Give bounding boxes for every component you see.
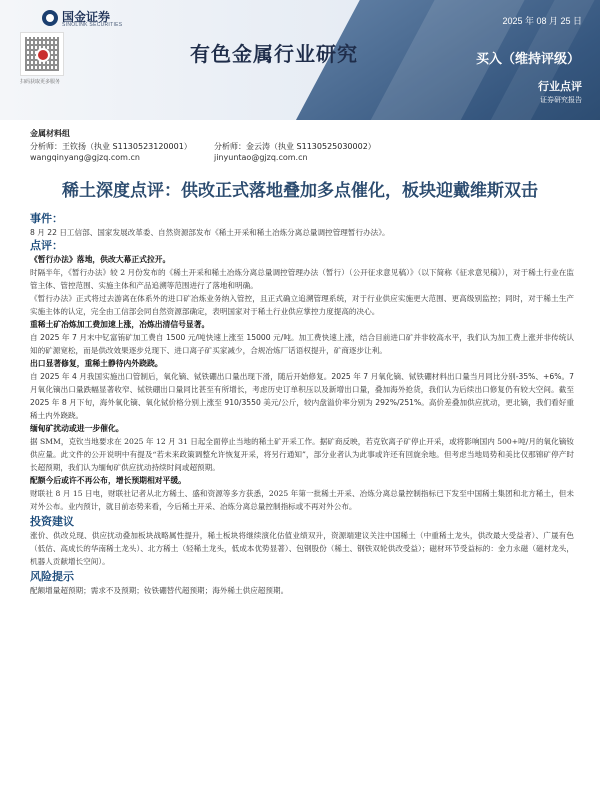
event-text: 8 月 22 日工信部、国家发展改革委、自然资源部发布《稀土开采和稀土冶炼分离总量调控管理暂行办法》。	[30, 228, 390, 237]
section-3-para: 自 2025 年 4 月我国实施出口管制后，氧化镝、铽铁硼出口量出现下滑，随后开始修复。2025 年 7 月氧化镝、铽铁硼材料出口量当月同比分别-35%、+6%。7 月氧化镝出口量跌幅显著收窄、铽铁硼出口量同比甚至有所增长，考虑历史订单积压以及新增出口量，叠加海外抢货，我们认为后续出口修复仍有较大空间。截至 2025 年 8 月下旬，海外氧化镝、氧化铽价格分别上涨至 910/3550 美元/公斤，较内盘溢价率分别为 292%/251%。高价差叠加供应扰动，更北镝，我们看好重稀土内外跷跷。	[30, 372, 574, 420]
sector-group: 金属材料组	[30, 129, 70, 138]
report-date: 2025 年 08 月 25 日	[502, 16, 582, 26]
analyst-1-email[interactable]: wangqinyang@gjzq.com.cn	[30, 153, 140, 162]
event-heading: 事件：	[30, 212, 63, 225]
qr-caption: 扫码获取更多服务	[20, 79, 61, 85]
invest-heading: 投资建议	[30, 515, 74, 528]
section-1-para-2: 《暂行办法》正式将过去游离在体系外的进口矿冶炼业务纳入管控，且正式确立追溯管理系统，对于行业供应实施更大范围、更高级别监控；同时，对于稀土生产实施主体的认定，完全由工信部会同自然资源部确定，表明国家对于稀土行业供应掌控力度提高的决心。	[30, 294, 574, 316]
risk-text: 配额增量超预期；需求不及预期；钕铁硼替代超预期；海外稀土供应超预期。	[30, 586, 289, 595]
section-2-title: 重稀土矿冶炼加工费加速上涨，冶炼出清信号显著。	[30, 320, 210, 329]
analyst-2-email[interactable]: jinyuntao@gjzq.com.cn	[214, 153, 308, 162]
section-3-title: 出口显著修复，重稀土静待内外跷跷。	[30, 359, 163, 368]
logo-cn-text: 国金证券	[62, 10, 111, 24]
analyst-2: 分析师：金云涛（执业 S1130525030002）	[214, 142, 376, 151]
section-5-title: 配额今后或许不再公布，增长预期相对平缓。	[30, 476, 186, 485]
section-1-title: 《暂行办法》落地，供改大幕正式拉开。	[30, 255, 171, 264]
invest-text: 涨价、供改兑现、供应扰动叠加板块战略属性提升，稀土板块将继续演化估值业绩双升，资源端建议关注中国稀土（中重稀土龙头，供改最大受益者）、广晟有色（低估、高成长的华南稀土龙头）、北方稀土（轻稀土龙头，低成本优势显著）、包钢股份（稀土、钢铁双轮供改受益）；磁材环节受益标的：金力永磁（磁材龙头，机器人贡献增长空间）。	[30, 531, 574, 566]
rating: 买入（维持评级）	[475, 52, 580, 67]
section-4-title: 缅甸矿扰动或进一步催化。	[30, 424, 124, 433]
section-4-para: 据 SMM，克钦当地要求在 2025 年 12 月 31 日起全面停止当地的稀土矿开采工作。据矿商反映，若克钦离子矿停止开采，或将影响国内 500+吨/月的氧化镝钕供应量。此文件的公开说明中有提及“若未来政策调整允许恢复开采，将另行通知”，部分业者认为此事或许还有回旋余地。但考虑当地局势和美比仅那锦矿停产时长超预期，我们认为缅甸矿供应扰动持续时间或超预期。	[30, 437, 574, 472]
report-subtitle: 证券研究报告	[540, 96, 582, 104]
section-2-para: 自 2025 年 7 月末中钇富铕矿加工费自 1500 元/吨快速上涨至 15000 元/吨。加工费快速上涨，结合目前进口矿并非较高水平，我们认为加工费上涨并非传统认知的矿源宽松，而是供改效果逐步兑现下、进口离子矿买家减少，合规冶炼厂话语权提升，矿商逐步让利。	[30, 333, 574, 355]
sinolink-logo	[42, 8, 142, 30]
report-category-title: 有色金属行业研究	[190, 42, 358, 66]
report-body	[30, 212, 574, 597]
analyst-1: 分析师：王钦扬（执业 S1130523120001）	[30, 142, 192, 151]
section-1-para-1: 时隔半年，《暂行办法》较 2 月份发布的《稀土开采和稀土冶炼分离总量调控管理办法（暂行）（公开征求意见稿）》（以下简称《征求意见稿》），对于稀土行业在监管主体、管控范围、实施主体和产品追溯等范围进行了落地和明确。	[30, 268, 574, 290]
report-type: 行业点评	[538, 80, 582, 93]
risk-heading: 风险提示	[30, 570, 74, 583]
report-header	[0, 0, 600, 120]
section-5-para: 财联社 8 月 15 日电，财联社记者从北方稀土、盛和资源等多方获悉，2025 年第一批稀土开采、冶炼分离总量控制指标已下发至中国稀土集团和北方稀土，但未对外公布。业内预计，就目前态势来看，今后稀土开采、冶炼分离总量控制指标或不再对外公布。	[30, 489, 574, 511]
logo-icon	[42, 10, 58, 26]
qr-code-icon	[20, 32, 64, 76]
logo-en-text: SINOLINK SECURITIES	[62, 22, 123, 28]
page-title: 稀土深度点评：供改正式落地叠加多点催化，板块迎戴维斯双击	[62, 181, 538, 201]
comment-heading: 点评：	[30, 239, 63, 252]
